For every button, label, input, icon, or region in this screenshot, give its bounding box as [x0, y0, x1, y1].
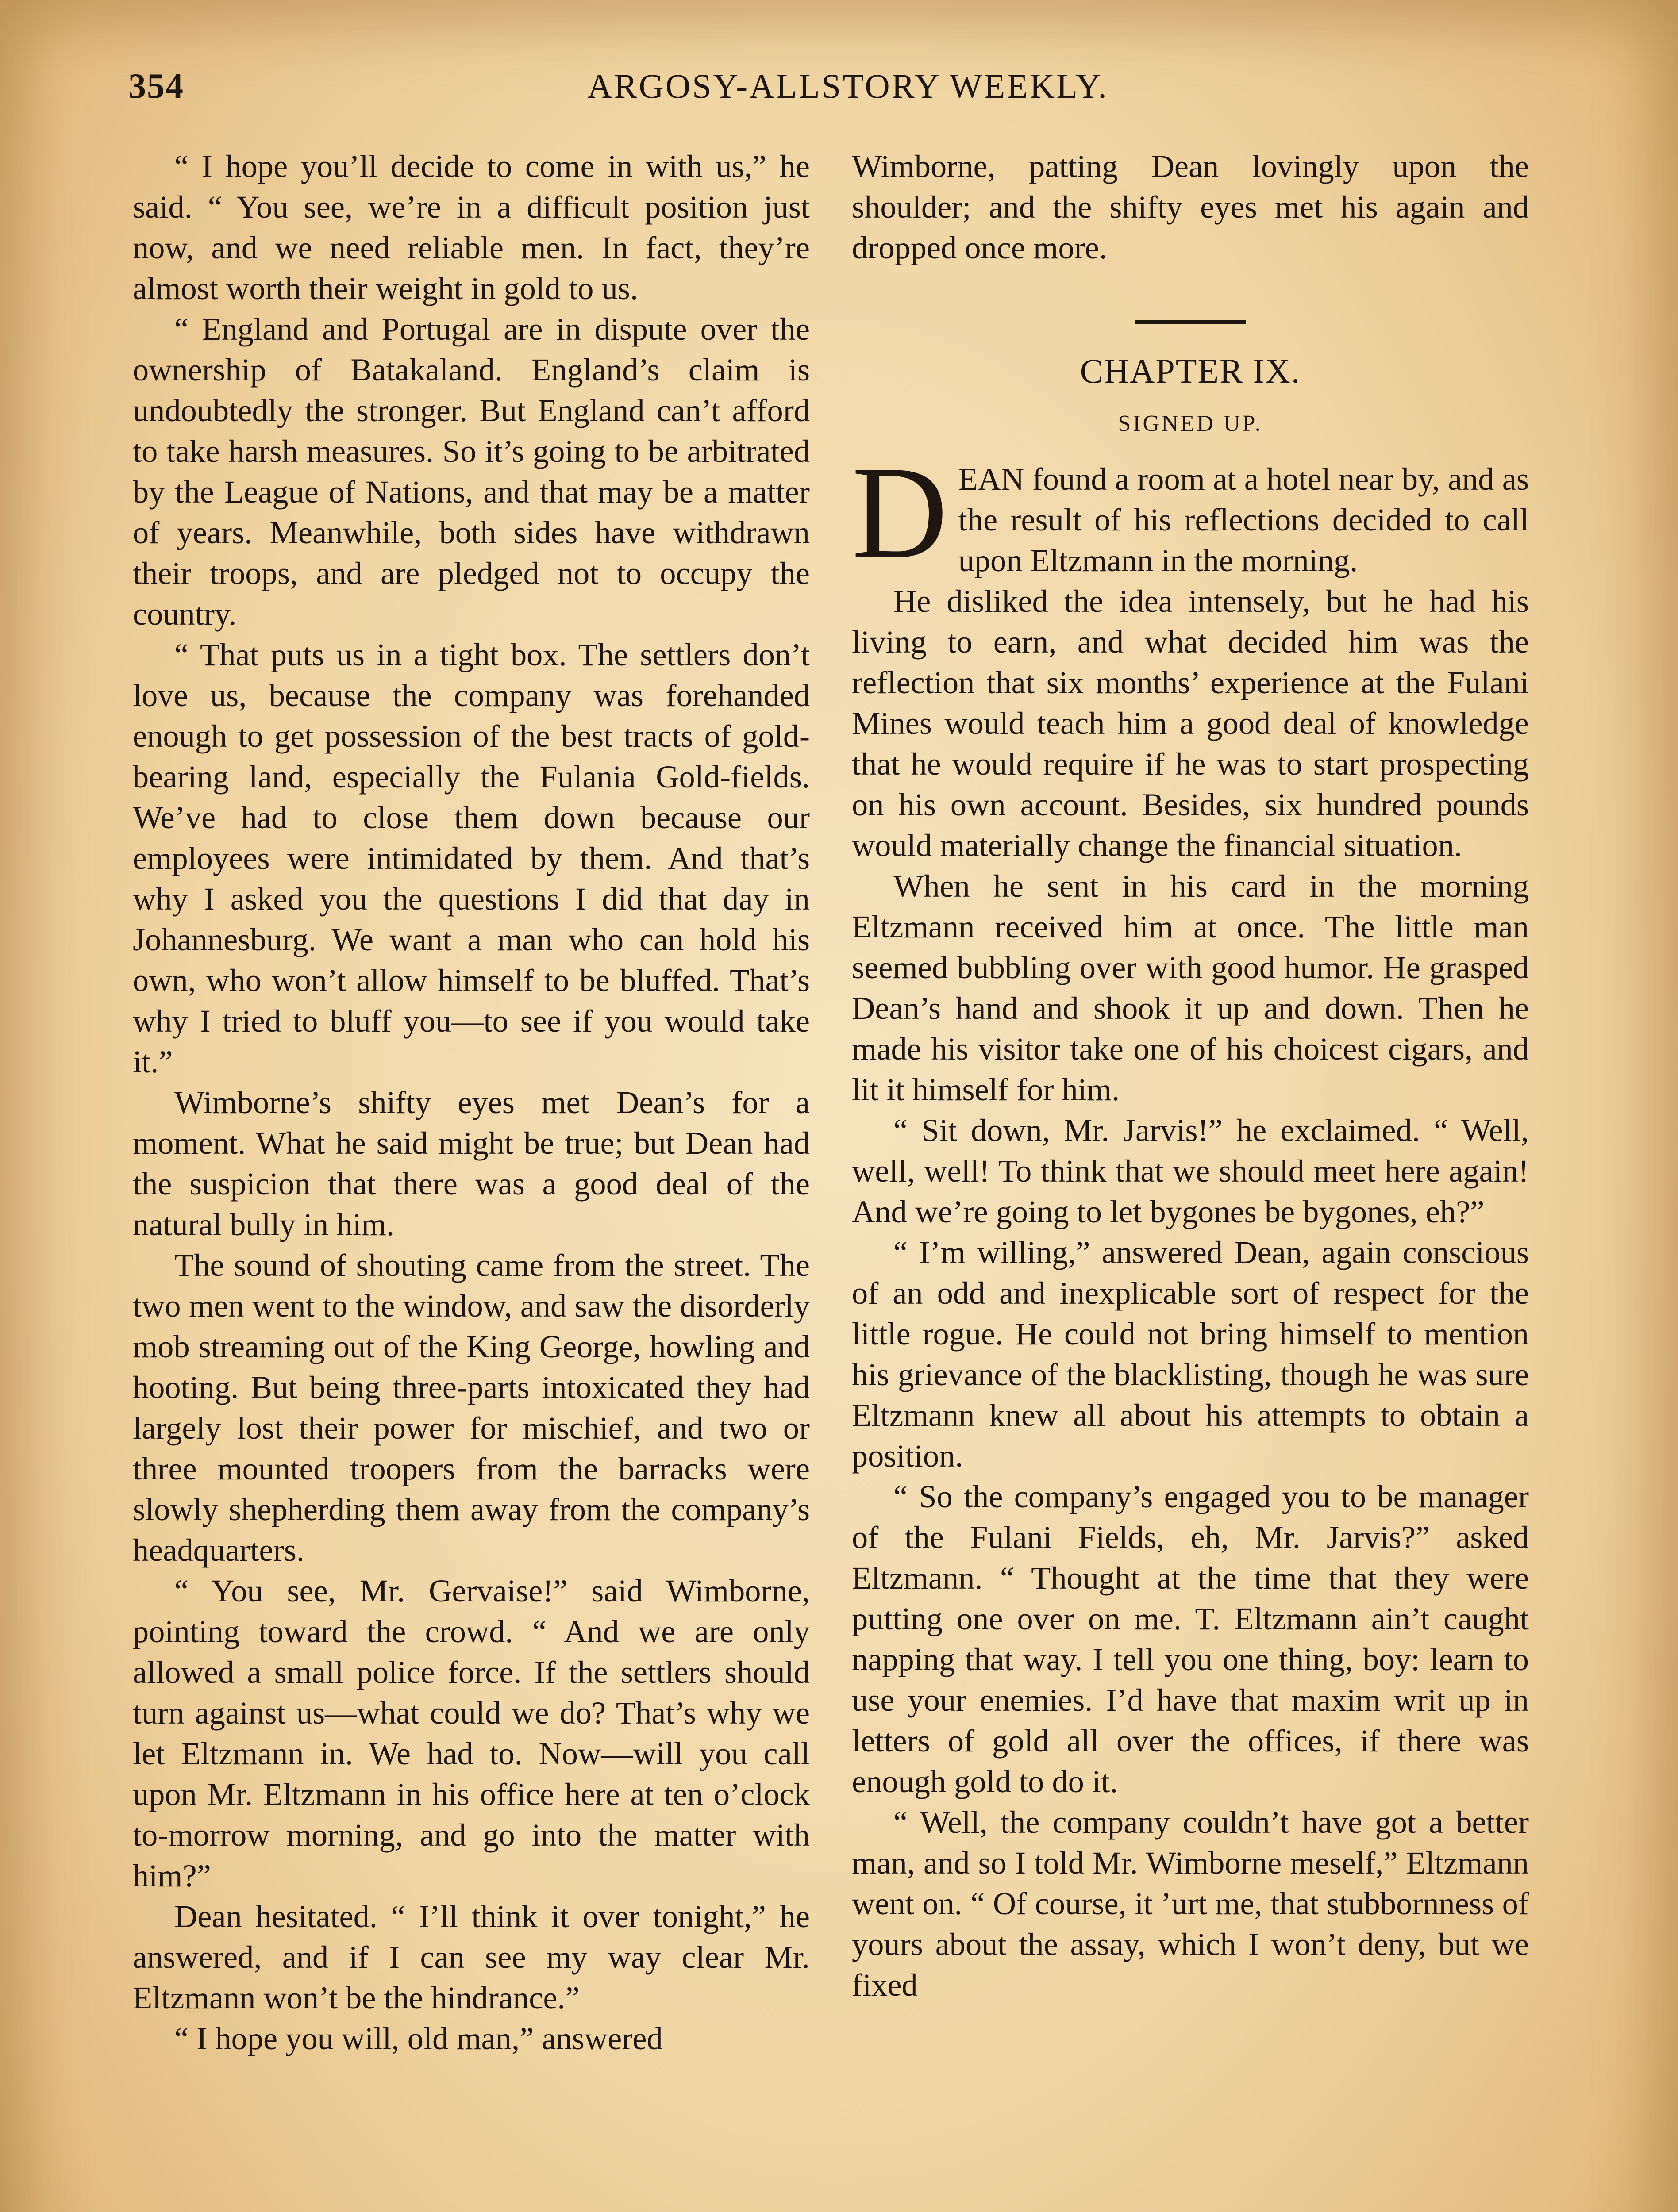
chapter-title: CHAPTER IX. — [1080, 352, 1301, 390]
drop-cap: D — [852, 439, 948, 586]
paragraph: He disliked the idea intensely, but he had his living to earn, and what decided him was the reflection that six months’ experience at the Fulani Mines would teach him a good deal of knowledge that he would require if he was to start prospecting on his own account. Besides, six hundred pounds would materially change the financial situation. — [852, 583, 1529, 863]
running-head: ARGOSY-ALLSTORY WEEKLY. — [587, 67, 1108, 105]
opening-text: EAN found a room at a hotel near by, and as the result of his reflections decided to call upon Eltzmann in the morning. — [958, 461, 1529, 578]
paragraph: “ So the company’s engaged you to be manager of the Fulani Fields, eh, Mr. Jarvis?” asked Eltzmann. “ Thought at the time that they were putting one over on me. T. Eltzmann ain’t caught napping that way. I tell you one thing, boy: learn to use your enemies. I’d have that maxim writ up in letters of gold all over the offices, if there was enough gold to do it. — [852, 1479, 1529, 1799]
paragraph: “ England and Portugal are in dispute over the ownership of Batakaland. England’s claim is undoubtedly the stronger. But England can’t afford to take harsh measures. So it’s going to be arbitrated by the League of Nations, and that may be a matter of years. Meanwhile, both sides have withdrawn their troops, and are pledged not to occupy the country. — [133, 311, 810, 632]
paragraph: Wimborne’s shifty eyes met Dean’s for a moment. What he said might be true; but Dean had the suspicion that there was a good deal of the natural bully in him. — [133, 1084, 810, 1242]
right-column — [852, 146, 1529, 2005]
paragraph: When he sent in his card in the morning Eltzmann received him at once. The little man seemed bubbling over with good humor. He grasped Dean’s hand and shook it up and down. Then he made his visitor take one of his choicest cigars, and lit it himself for him. — [852, 868, 1529, 1107]
chapter-opening-paragraph — [852, 439, 1529, 586]
paragraph: “ I hope you will, old man,” answered — [174, 2020, 663, 2056]
chapter-subtitle: SIGNED UP. — [1118, 411, 1263, 436]
paragraph: The sound of shouting came from the street. The two men went to the window, and saw the disorderly mob streaming out of the King George, howling and hooting. But being three-parts intoxicated they had largely lost their power for mischief, and two or three mounted troopers from the barracks were slowly shepherding them away from the company’s headquarters. — [133, 1247, 810, 1568]
left-column — [133, 146, 810, 2059]
page-header — [128, 66, 1528, 115]
paragraph: “ You see, Mr. Gervaise!” said Wimborne, pointing toward the crowd. “ And we are only allowed a small police force. If the settlers should turn against us—what could we do? That’s why we let Eltzmann in. We had to. Now—will you call upon Mr. Eltzmann in his office here at ten o’clock to-morrow morning, and go into the matter with him?” — [133, 1573, 810, 1893]
page-number: 354 — [128, 67, 184, 106]
paragraph: “ That puts us in a tight box. The settlers don’t love us, because the company was forehanded enough to get possession of the best tracts of gold-bearing land, especially the Fulania Gold-fields. We’ve had to close them down because our employees were intimidated by them. And that’s why I asked you the questions I did that day in Johannesburg. We want a man who can hold his own, who won’t allow himself to be bluffed. That’s why I tried to bluff you—to see if you would take it.” — [133, 637, 810, 1079]
chapter-divider — [1135, 320, 1246, 324]
paragraph: Dean hesitated. “ I’ll think it over tonight,” he answered, and if I can see my way clear Mr. Eltzmann won’t be the hindrance.” — [133, 1898, 810, 2016]
paragraph: “ Well, the company couldn’t have got a better man, and so I told Mr. Wimborne meself,” Eltzmann went on. “ Of course, it ’urt me, that stubbornness of yours about the assay, which I won’t deny, but we fixed — [852, 1804, 1529, 2003]
paragraph: “ Sit down, Mr. Jarvis!” he exclaimed. “ Well, well, well! To think that we should meet here again! And we’re going to let bygones be bygones, eh?” — [852, 1112, 1529, 1229]
continued-paragraph: Wimborne, patting Dean lovingly upon the shoulder; and the shifty eyes met his again and dropped once more. — [852, 148, 1529, 265]
paragraph: “ I hope you’ll decide to come in with us,” he said. “ You see, we’re in a difficult position just now, and we need reliable men. In fact, they’re almost worth their weight in gold to us. — [133, 148, 810, 306]
paragraph: “ I’m willing,” answered Dean, again conscious of an odd and inexplicable sort of respect for the little rogue. He could not bring himself to mention his grievance of the blacklisting, though he was sure Eltzmann knew all about his attempts to obtain a position. — [852, 1234, 1529, 1474]
